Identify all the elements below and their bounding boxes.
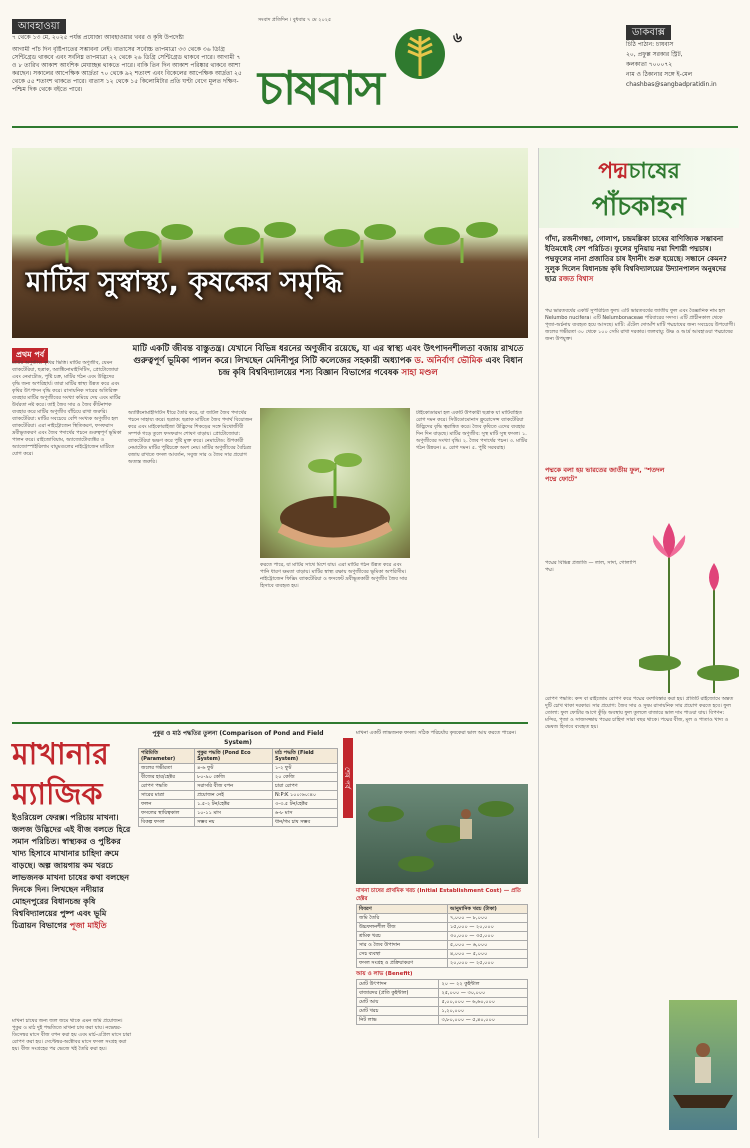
author-2: সাহা মণ্ডল: [401, 368, 438, 378]
lotus-title-accent: পদ্ম: [598, 159, 629, 184]
main-col-3: করতে পারে, যা মাটির সাথে মিশে যায়। এরা মাটির গঠন উন্নত করে এবং পানি ধারণ ক্ষমতা বাড়ায়। মাটির স্বাস্থ্য রক্ষায় অণুজীবের ভূমিকা অপরিসীম। নাইট্রোজেন ফিক্সিং ব্যাকটেরিয়া ও ফসফেট দ্রবীভূতকারী অণুজীব জৈব সার হিসাবে ব্যবহৃত হয়।: [260, 562, 408, 589]
table-row: [357, 941, 528, 950]
table-row: [139, 800, 338, 809]
table-cell: ১.৫-২ টন/হেক্টর: [195, 800, 273, 809]
table-cell: ৫,০০০ — ৬,০০০: [447, 941, 527, 950]
table-row: [357, 932, 528, 941]
weather-date: ৭ থেকে ১৩ মে, ২০২৫ পর্যন্ত প্রযোজ্য আবহাওয়ার খবর ও কৃষি উপদেষ্টা: [12, 34, 184, 41]
table-cell: বীজের হার/হেক্টর: [139, 773, 195, 782]
part-label: প্রথম পর্ব: [12, 348, 48, 363]
table-cell: মোট আয়: [357, 998, 439, 1007]
makhana-field-image: [356, 784, 528, 884]
table-cell: ধান/গম চাষ সম্ভব: [273, 818, 338, 827]
table-row: [357, 980, 528, 989]
table-cell: সেচ ব্যবস্থা: [357, 950, 448, 959]
makhana-title-2: ম্যাজিক: [12, 777, 103, 812]
lotus-quote: পদ্মকে বলা হয় ভারতের জাতীয় ফুল, "শতদল পদ্মে ফোটে": [545, 466, 665, 483]
lotus-intro-text: গাঁদা, রজনীগন্ধা, গোলাপ, চন্দ্রমল্লিকা চাষের বাণিজ্যিক সম্ভাবনা ইতিমধ্যেই বেশ পরিচিত। ফুলের দুনিয়ায় নয়া দিশারী পদ্মচাষ। পদ্মফুলের নানা প্রজাতির চাষ ইদানীং শুরু হয়েছে। সন্ধানে কেমন? সুলুক দিলেন বিধানচন্দ্র কৃষি বিশ্ববিদ্যালয়ের উদ্যানপালন অনুষদের ছাত্র: [545, 235, 727, 283]
lotus-title-rest: চাষের: [628, 159, 680, 184]
hand-soil-image: [260, 408, 410, 558]
boat-person-icon: [669, 1000, 737, 1130]
author-1: ড. অনির্বাণ ভৌমিক: [414, 356, 483, 366]
table-cell: ৬-৮ মাস: [273, 809, 338, 818]
mailbox-line1: চিঠি পাঠান: চাষবাস: [626, 41, 674, 48]
masthead-title: চাষবাস: [258, 61, 383, 115]
table-header: মাঠ পদ্ধতি (Field System): [273, 749, 338, 764]
main-col-4: টাইকোডারমা হল একটি উপকারী ছত্রাক যা মাটিবাহিত রোগ দমন করে। সিউডোমোনাস ফ্লুরোসেন্স ব্যাকটেরিয়া উদ্ভিদের বৃদ্ধি ত্বরান্বিত করে। জৈব কৃষিতে এদের ব্যবহার দিন দিন বাড়ছে। মাটির অণুজীব: সুস্থ মাটি সুস্থ ফসল। ১. অণুজীবের সংখ্যা বৃদ্ধি। ২. জৈব পদার্থের পচন। ৩. মাটির গঠন উন্নয়ন। ৪. রোগ দমন। ৫. পুষ্টি সরবরাহ।: [416, 410, 528, 451]
table-row: [139, 764, 338, 773]
table-cell: বাজারদর (প্রতি কুইন্টাল): [357, 989, 439, 998]
table-cell: ৫,০০,০০০ — ৬,৬০,০০০: [439, 998, 528, 1007]
lotus-title-line2: পাঁচকাহন: [591, 192, 687, 222]
table-cell: ফলন: [139, 800, 195, 809]
table-cell: সম্ভব নয়: [195, 818, 273, 827]
table-cell: জমি তৈরি: [357, 914, 448, 923]
boatman-image: [669, 1000, 737, 1130]
mailbox-line4: নাম ও ঠিকানার সঙ্গে ই-মেল: [626, 71, 693, 78]
income-table-title: আয় ও লাভ (Benefit): [356, 971, 413, 977]
table-cell: ৩০,০০০ — ৩৫,০০০: [447, 932, 527, 941]
final-part-label: শেষ পর্ব: [343, 738, 353, 818]
table-cell: মোট খরচ: [357, 1007, 439, 1016]
table-row: [357, 950, 528, 959]
table-cell: শ্রমিক খরচ: [357, 932, 448, 941]
page-number: ৬: [453, 30, 463, 46]
lotus-flower-icon: [639, 493, 739, 693]
seedlings-icon: [12, 148, 528, 338]
lotus-flowers-image: [639, 493, 739, 693]
makhana-top-text: [356, 730, 528, 780]
table-row: [139, 791, 338, 800]
table-cell: রোপণ পদ্ধতি: [139, 782, 195, 791]
table-header: পরিমিতি (Parameter): [139, 749, 195, 764]
table-cell: ফসলের স্থায়িত্বকাল: [139, 809, 195, 818]
table-row: [357, 959, 528, 968]
comparison-table-title: পুকুর ও মাঠ পদ্ধতির তুলনা (Comparison of Pond and Field System): [152, 730, 324, 746]
table-cell: ২০ — ২২ কুইন্টাল: [439, 980, 528, 989]
table-cell: ১-২ ফুট: [273, 764, 338, 773]
table-cell: জলের গভীরতা: [139, 764, 195, 773]
table-cell: N:P:K ১০০:৬০:৪০: [273, 791, 338, 800]
weather-tag: আবহাওয়া: [12, 19, 66, 34]
table-row: [139, 782, 338, 791]
main-col-1: মাটির অণুজীব: কৃষির ভিত্তি। মাটির অণুজীব, যেমন ব্যাকটেরিয়া, ছত্রাক, অ্যাক্টিনোমাইসিটিস, প্রোটোজোয়া এবং নেমাটোড, পুষ্টি চক্র, মাটির গঠন এবং উদ্ভিদের বৃদ্ধি জন্য অপরিহার্য। তারা মাটির স্বাস্থ্য উন্নত করে এবং কৃষির উৎপাদন বৃদ্ধি করে। রাসায়নিক সারের অতিরিক্ত ব্যবহার মাটির অণুজীবের সংখ্যা কমিয়ে দেয় এবং মাটির উর্বরতা নষ্ট করে। তাই জৈব সার ও জৈব কীটনাশক ব্যবহার করে মাটির অণুজীব বাঁচিয়ে রাখা জরুরি। ব্যাকটেরিয়া: মাটির সবচেয়ে বেশি সংখ্যক অণুজীব হল ব্যাকটেরিয়া। এরা নাইট্রোজেন স্থিতিকরণ, ফসফরাস দ্রবীভূতকরণ এবং জৈব পদার্থের পচনে গুরুত্বপূর্ণ ভূমিকা পালন করে। রাইজোবিয়াম, অ্যাজোটোব্যাক্টর ও অ্যাজোস্পাইরিলাম বায়ুমণ্ডলের নাইট্রোজেন মাটিতে যোগ করে।: [12, 360, 122, 457]
table-cell: চারা রোপণ: [273, 782, 338, 791]
table-cell: ১০-১১ মাস: [195, 809, 273, 818]
cost-table: [356, 904, 528, 968]
cost-table-title: মাখনা চাষের প্রাথমিক খরচ (Initial Establishment Cost) — প্রতি হেক্টর: [356, 888, 521, 902]
table-cell: সরাসরি বীজ বপন: [195, 782, 273, 791]
table-cell: ২৫,০০০ — ৩০,০০০: [439, 989, 528, 998]
lotus-section: [538, 148, 739, 1138]
header-divider: [12, 126, 738, 128]
table-cell: ৩-৩.৫ টন/হেক্টর: [273, 800, 338, 809]
table-row: [139, 773, 338, 782]
lotus-side-text: পদ্মের বিভিন্ন প্রজাতি — লাল, সাদা, গোলাপি পদ্ম।: [545, 560, 636, 573]
table-cell: ১,২০,০০০: [439, 1007, 528, 1016]
mailbox-line3: কলকাতা ৭০০০৭২: [626, 61, 673, 68]
table-row: [357, 989, 528, 998]
main-intro: [128, 343, 528, 379]
lotus-intro: [545, 234, 735, 284]
table-cell: ২০,০০০ — ২৫,০০০: [447, 959, 527, 968]
table-cell: ৭,০০০ — ৮,০০০: [447, 914, 527, 923]
table-row: [357, 923, 528, 932]
table-row: [357, 1016, 528, 1025]
table-cell: নিট লাভ: [357, 1016, 439, 1025]
table-cell: সারের মাত্রা: [139, 791, 195, 800]
makhana-body: মাখনা চাষের জন্য জল জমে থাকে এমন জমি প্রয়োজন। পুকুর ও মাঠ দুই পদ্ধতিতে মাখনা চাষ করা যায়। নভেম্বর-ডিসেম্বর মাসে বীজ বপন করা হয় এবং মার্চ-এপ্রিল মাসে চারা রোপণ করা হয়। সেপ্টেম্বর-অক্টোবর মাসে ফসল সংগ্রহ করা হয়। বীজ সংগ্রহের পর ভেজে খই তৈরি করা হয়।: [12, 1018, 132, 1052]
lotus-body-1: পদ্ম ভারতবর্ষের একটি সুপরিচিত ফুল। এটি ভারতবর্ষের জাতীয় ফুল এবং বৈজ্ঞানিক নাম হল Nelumbo nucifera। এটি Nelumbonaceae পরিবারের সদস্য। এটি প্রাচীনকাল থেকে পূজা-অর্চনায় ব্যবহৃত হয়ে আসছে। মাটি: এঁটেল দোআঁশ মাটি পদ্মচাষের জন্য সবচেয়ে উপযোগী। জলের গভীরতা ৩০ থেকে ১০০ সেমি রাখা দরকার। জলবায়ু: উষ্ণ ও আর্দ্র আবহাওয়া পদ্মচাষের জন্য উপযুক্ত।: [545, 308, 735, 342]
mailbox-tag: ডাকবাক্স: [626, 25, 671, 40]
table-cell: বিকল্প ফসল: [139, 818, 195, 827]
table-row: [357, 998, 528, 1007]
makhana-author: পূজা মাইতি: [69, 921, 107, 930]
table-row: [357, 914, 528, 923]
lotus-body-2: রোপণ পদ্ধতি: কন্দ বা রাইজোম রোপণ করে পদ্মের বংশবিস্তার করা হয়। প্রতিটি রাইজোমে অন্তত দুটি চোখ থাকা দরকার। সার প্রয়োগ: জৈব সার ও সুষম রাসায়নিক সার প্রয়োগ করতে হবে। ফুল তোলা: ফুল ফোটার আগে কুঁড়ি অবস্থায় ফুল তুললে বাজারে ভাল দাম পাওয়া যায়। বিপণন: মন্দির, পূজা ও সাজসজ্জায় পদ্মের চাহিদা সারা বছর থাকে। পদ্মের বীজ, মূল ও পাতাও খাদ্য ও ভেষজ হিসাবে ব্যবহৃত হয়।: [545, 696, 734, 730]
weather-body: আগামী পাঁচ দিন বৃষ্টিপাতের সম্ভাবনা নেই। বাতাসের সর্বোচ্চ তাপমাত্রা ৩৩ থেকে ৩৬ ডিগ্রি সেন্টিগ্রেড থাকবে এবং সর্বনিম্ন তাপমাত্রা ২২ থেকে ২৬ ডিগ্রি সেন্টিগ্রেড থাকবে পারে। আগামী ৭ ও ৮ তারিখ আকাশ আংশিক মেঘাচ্ছন্ন থাকতে পারে। বাকি তিন দিন আকাশ পরিষ্কার থাকবে আশা করছেন। সকালের আপেক্ষিক আর্দ্রতা ৭০ থেকে ৯২ শতাংশ এবং বিকেলের আপেক্ষিক আর্দ্রতা ২৫ থেকে ৫৫ শতাংশ থাকতে পারে। বাতাস ১২ থেকে ১৫ কিলোমিটার প্রতি ঘণ্টা বেগে মূলত দক্ষিণ-পশ্চিম দিক থেকে বইতে পারে।: [12, 46, 242, 93]
table-row: [139, 818, 338, 827]
income-table: [356, 979, 528, 1025]
farmer-pond-icon: [356, 784, 528, 884]
masthead: [258, 26, 498, 116]
supplement-line: সংবাদ প্রতিদিন । বুধবার ৭ মে ২০২৫: [258, 17, 332, 23]
lotus-author: রজত বিশ্বাস: [558, 275, 594, 283]
table-cell: ৮০-৯০ কেজি: [195, 773, 273, 782]
mailbox-line2: ২০, প্রফুল্ল সরকার স্ট্রিট,: [626, 51, 683, 58]
hero-image: [12, 148, 528, 338]
intro-mid: এবং বিধান চন্দ্র কৃষি বিশ্ববিদ্যালয়ের শস্য বিজ্ঞান বিভাগের গবেষক: [218, 356, 523, 378]
table-cell: ফসল সংগ্রহ ও প্রক্রিয়াকরণ: [357, 959, 448, 968]
table-cell: ২০ কেজি: [273, 773, 338, 782]
table-cell: মোট উৎপাদন: [357, 980, 439, 989]
makhana-intro: [12, 812, 132, 932]
main-headline: মাটির সুস্বাস্থ্য, কৃষকের সমৃদ্ধি: [26, 265, 343, 298]
table-row: [139, 809, 338, 818]
mailbox-email[interactable]: chashbas@sangbadpratidin.in: [626, 81, 717, 88]
intro-text: মাটি একটি জীবন্ত বাস্তুতন্ত্র। যেখানে বিভিন্ন ধরনের অণুজীব রয়েছে, যা এর স্বাস্থ্য এবং উৎপাদনশীলতা বজায় রাখতে গুরুত্বপূর্ণ ভূমিকা পালন করে। লিখছেন মেদিনীপুর সিটি কলেজের সহকারী অধ্যাপক: [132, 344, 524, 366]
main-col-2: অ্যাক্টিনোমাইসিটিস ধীরে তৈরি করে, যা জটিল জৈব পদার্থের পচনে সাহায্য করে। ছত্রাক: ছত্রাক মাটিতে জৈব পদার্থ বিয়োজন করে এবং মাইকোরাইজা উদ্ভিদের শিকড়ের সঙ্গে মিথোজীবী সম্পর্ক গড়ে তুলে ফসফরাস শোষণ বাড়ায়। প্রোটোজোয়া: ব্যাকটেরিয়া ভক্ষণ করে পুষ্টি মুক্ত করে। নেমাটোড: উপকারী নেমাটোড মাটির পুষ্টিচক্রে অংশ নেয়। মাটির অণুজীবের বৈচিত্র্য বজায় রাখতে ফসল আবর্তন, সবুজ সার ও জৈব সার প্রয়োগ অত্যন্ত জরুরি।: [128, 410, 253, 465]
sprout-hand-icon: [260, 408, 410, 558]
table-cell: ১৫,০০০ — ২০,০০০: [447, 923, 527, 932]
table-header: আনুমানিক খরচ (টাকা): [447, 905, 527, 914]
table-row: [357, 1007, 528, 1016]
table-header: বিবরণ: [357, 905, 448, 914]
makhana-top-text-body: মাখনা একটি লাভজনক ফসল। সঠিক পরিচর্যায় কৃষকেরা ভাল আয় করতে পারেন।: [356, 730, 517, 736]
makhana-intro-text: ইওরিয়েল ফেরক্স। পরিচায় মাখনা। জলজ উদ্ভিদের এই বীজ বলতে হিরে সমান পরিচিত। স্বাস্থ্যকর ও পুষ্টিকর খাদ্য হিসাবে মাখানার চাহিদা ক্রমে বাড়ছে। অল্প জায়গায় কম খরচে লাভজনক মাখনা চাষের কথা বলছেন দিনকে দিন। লিখছেন নদীয়ার মোহনপুরের বিধানচন্দ্র কৃষি বিশ্ববিদ্যালয়ের পুষ্প এবং ভূমি চিত্রায়ন বিভাগের: [12, 813, 131, 930]
table-cell: ৪,০০০ — ৫,০০০: [447, 950, 527, 959]
table-cell: ৩,৮০,০০০ — ৫,৪০,০০০: [439, 1016, 528, 1025]
table-cell: প্রয়োজন নেই: [195, 791, 273, 800]
comparison-table-box: [138, 728, 338, 827]
comparison-table: [138, 748, 338, 827]
table-cell: সার ও জৈব উপাদান: [357, 941, 448, 950]
makhana-divider: [12, 722, 528, 724]
table-header: পুকুর পদ্ধতি (Pond Eco System): [195, 749, 273, 764]
table-cell: উচ্চফলনশীল বীজ: [357, 923, 448, 932]
makhana-title-1: মাখানার: [12, 737, 109, 772]
table-cell: ৪-৬ ফুট: [195, 764, 273, 773]
cost-table-box: [356, 888, 528, 1025]
